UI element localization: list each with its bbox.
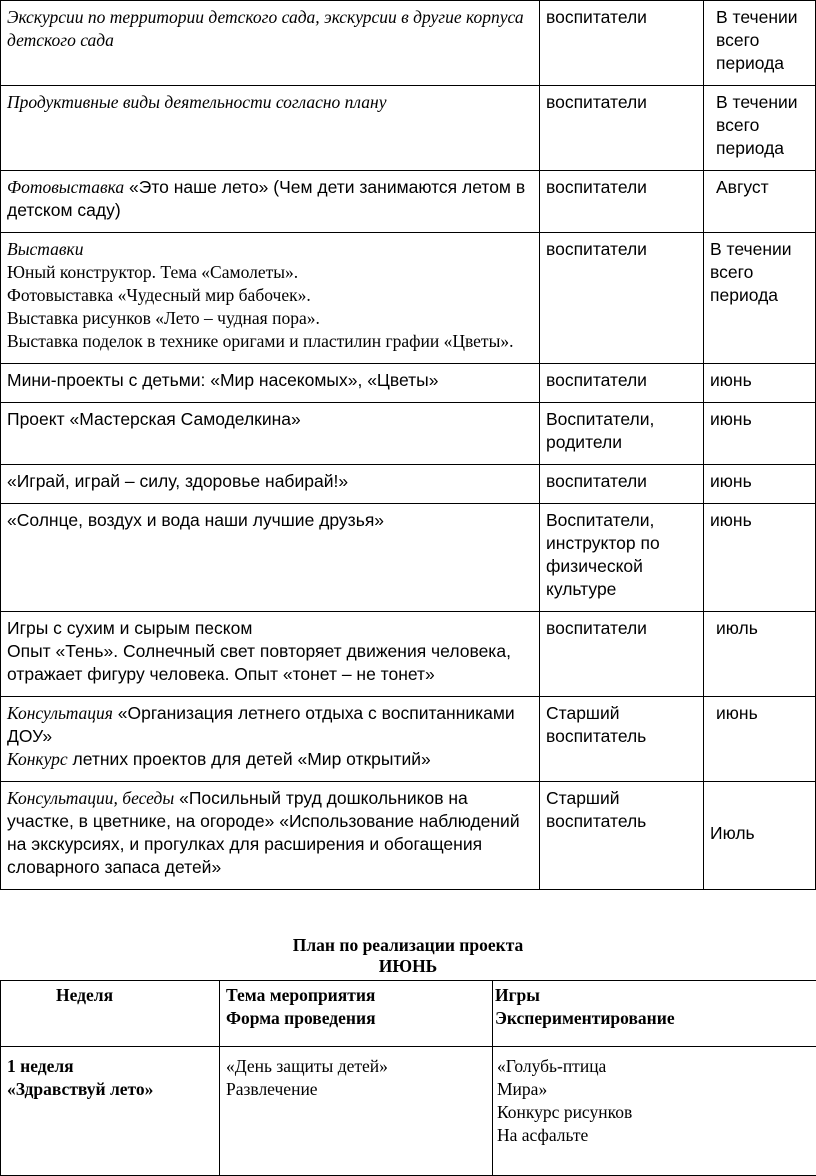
activity-cell: [1, 171, 540, 233]
table-header-row: [1, 981, 816, 1047]
responsible-cell: воспитатели: [540, 364, 704, 403]
responsible-cell: Старший воспитатель: [540, 782, 704, 890]
table-row: [1, 782, 816, 890]
header-theme: Тема мероприятия Форма проведения: [220, 981, 493, 1047]
activity-cell: «Играй, играй – силу, здоровье набирай!»: [1, 465, 540, 504]
table-row: [1, 1, 816, 86]
responsible-cell: воспитатели: [540, 233, 704, 364]
header-week: Неделя: [1, 981, 220, 1047]
responsible-cell: воспитатели: [540, 1, 704, 86]
project-month: ИЮНЬ: [0, 956, 816, 977]
period-cell: июль: [704, 612, 816, 697]
header-games: Игры Экспериментирование: [493, 981, 816, 1047]
period-cell: июнь: [704, 465, 816, 504]
activity-title: Продуктивные виды деятельности согласно плану: [7, 92, 386, 112]
table-row: [1, 86, 816, 171]
project-title: [0, 935, 816, 977]
activity-title: Консультация: [7, 703, 113, 723]
period-cell: В течении всего периода: [704, 1, 816, 86]
activity-text-2: летних проектов для детей «Мир открытий»: [68, 749, 431, 769]
activity-title: Экскурсии по территории детского сада, экскурсии в другие корпуса детского сада: [7, 7, 524, 50]
table-row: [1, 504, 816, 612]
activity-cell: Игры с сухим и сырым песком Опыт «Тень». Солнечный свет повторяет движения человека, отражает фигуру человека. Опыт «тонет – не тонет»: [1, 612, 540, 697]
period-cell: Июль: [704, 782, 816, 890]
activity-cell: [1, 782, 540, 890]
table-row: [1, 697, 816, 782]
period-cell: июнь: [704, 364, 816, 403]
responsible-cell: воспитатели: [540, 612, 704, 697]
period-cell: июнь: [704, 697, 816, 782]
period-cell: Август: [704, 171, 816, 233]
activity-cell: «Солнце, воздух и вода наши лучшие друзья»: [1, 504, 540, 612]
period-cell: В течении всего периода: [704, 86, 816, 171]
activity-cell: Проект «Мастерская Самоделкина»: [1, 403, 540, 465]
activity-text: «Посильный труд дошкольников на участке, в цветнике, на огороде» «Использование наблюдений на экскурсиях, и прогулках для расширения и обогащения словарного запаса детей»: [7, 788, 520, 877]
responsible-cell: Старший воспитатель: [540, 697, 704, 782]
project-title-line1: План по реализации проекта: [0, 935, 816, 956]
project-table: [0, 980, 816, 1176]
table-row: [1, 1047, 816, 1176]
week-cell: 1 неделя «Здравствуй лето»: [1, 1047, 220, 1176]
activity-cell: [1, 233, 540, 364]
responsible-cell: воспитатели: [540, 86, 704, 171]
activity-title: Фотовыставка: [7, 177, 124, 197]
activity-title: Выставки: [7, 239, 83, 259]
responsible-cell: Воспитатели, инструктор по физической культуре: [540, 504, 704, 612]
activity-title: Консультации, беседы: [7, 788, 174, 808]
activity-title-2: Конкурс: [7, 749, 68, 769]
period-cell: июнь: [704, 504, 816, 612]
period-cell: июнь: [704, 403, 816, 465]
table-row: [1, 612, 816, 697]
responsible-cell: воспитатели: [540, 171, 704, 233]
activity-text: «Организация летнего отдыха с воспитанниками ДОУ»: [7, 703, 515, 746]
table-row: [1, 465, 816, 504]
table-row: [1, 364, 816, 403]
table-row: [1, 233, 816, 364]
activity-text: Юный конструктор. Тема «Самолеты». Фотовыставка «Чудесный мир бабочек». Выставка рисунков «Лето – чудная пора». Выставка поделок в технике оригами и пластилин графии «Цветы».: [7, 262, 513, 351]
activity-cell: [1, 1, 540, 86]
responsible-cell: Воспитатели, родители: [540, 403, 704, 465]
activity-cell: [1, 86, 540, 171]
activity-text: «Это наше лето» (Чем дети занимаются летом в детском саду): [7, 177, 525, 220]
games-cell: «Голубь-птица Мира» Конкурс рисунков На асфальте: [493, 1047, 816, 1176]
activity-cell: [1, 697, 540, 782]
responsible-cell: воспитатели: [540, 465, 704, 504]
theme-cell: «День защиты детей» Развлечение: [220, 1047, 493, 1176]
table-row: [1, 171, 816, 233]
activity-cell: Мини-проекты с детьми: «Мир насекомых», «Цветы»: [1, 364, 540, 403]
table-row: [1, 403, 816, 465]
period-cell: В течении всего периода: [704, 233, 816, 364]
